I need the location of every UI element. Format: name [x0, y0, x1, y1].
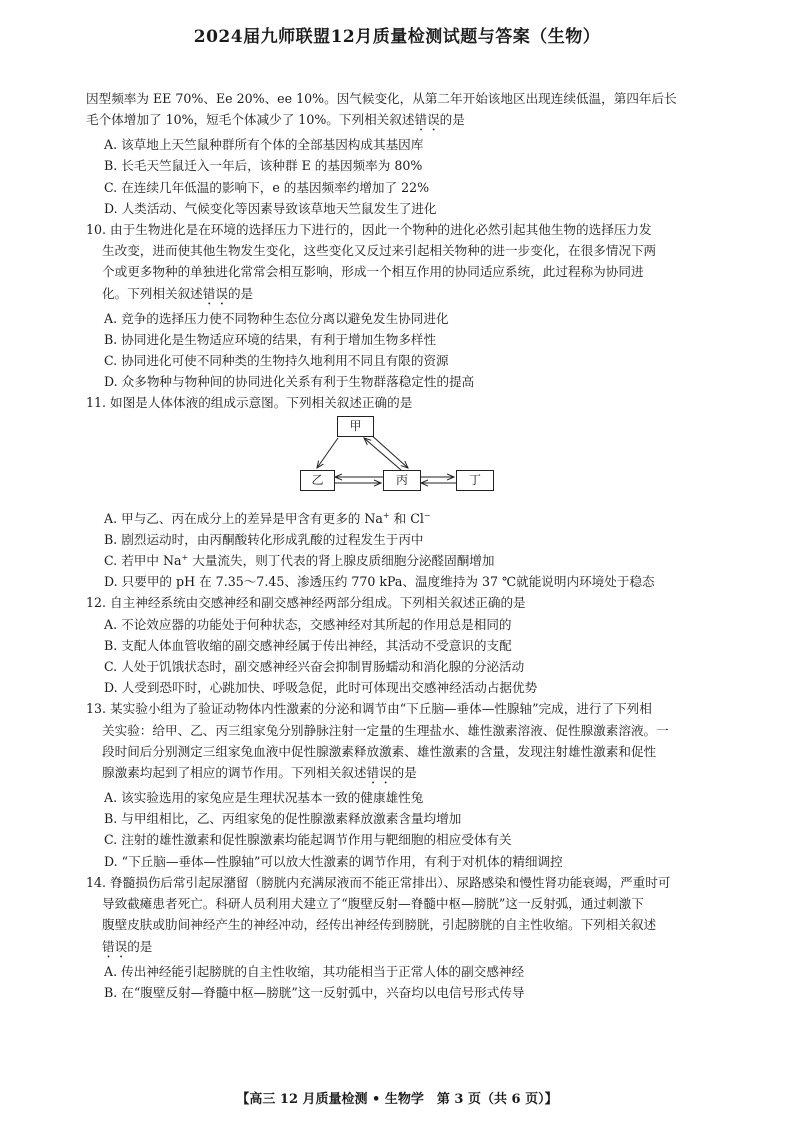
q13-emphasis-word: 错误 — [366, 765, 392, 781]
q11-option-a — [86, 508, 726, 529]
q13-option-c: C. 注射的雄性激素和促性腺激素均能起调节作用与靶细胞的相应受体有关 — [104, 832, 512, 848]
q11-option-c-text: C. 若甲中 Na — [104, 553, 182, 569]
q11-option-b: B. 剧烈运动时，由丙酮酸转化形成乳酸的过程发生于丙中 — [104, 531, 424, 547]
q9-emphasis-word: 错误 — [414, 112, 440, 128]
superscript-plus: + — [382, 510, 390, 520]
q13-stem-line: 关实验：给甲、乙、丙三组家兔分别静脉注射一定量的生理盐水、雄性激素溶液、促性腺激素溶液。一 — [102, 722, 669, 738]
q10-stem-line: 10. 由于生物进化是在环境的选择压力下进行的，因此一个物种的进化必然引起其他生物的选择压力发 — [86, 222, 652, 238]
arrow-jia-to-bing — [369, 433, 408, 468]
q12-stem: 12. 自主神经系统由交感神经和副交感神经两部分组成。下列相关叙述正确的是 — [86, 595, 526, 611]
q13-option-b: B. 与甲组相比，乙、丙组家兔的促性腺激素释放激素含量均增加 — [104, 811, 462, 827]
q13-stem-text: 腺激素均起到了相应的调节作用。下列相关叙述 — [102, 765, 367, 781]
q10-stem-text: 的是 — [227, 285, 254, 301]
q10-option-d: D. 众多物种与物种间的协同进化关系有利于生物群落稳定性的提高 — [104, 374, 475, 390]
arrow-bing-to-jia — [364, 438, 401, 470]
q11-option-c-text: 大量流失，则丁代表的肾上腺皮质细胞分泌醛固酮增加 — [188, 553, 495, 569]
node-ding: 丁 — [456, 470, 494, 491]
q14-stem-text: 的是 — [127, 938, 153, 954]
q9-stem-text: 的是 — [439, 112, 465, 128]
q9-option-a: A. 该草地上天竺鼠种群所有个体的全部基因构成其基因库 — [104, 137, 424, 153]
node-bing: 丙 — [383, 470, 421, 491]
q14-stem-line: 14. 脊髓损伤后常引起尿潴留（膀胱内充满尿液而不能正常排出）、尿路感染和慢性肾功能衰竭，严重时可 — [86, 874, 671, 890]
q11-option-a-text: A. 甲与乙、丙在成分上的差异是甲含有更多的 Na — [104, 510, 383, 526]
q10-stem-text: 化。下列相关叙述 — [102, 285, 203, 301]
question-content — [86, 88, 726, 1003]
arrow-jia-to-yi — [317, 438, 338, 468]
q14-stem-line: 腹壁皮肤或肋间神经产生的神经冲动，经传出神经传到膀胱，引起膀胱的自主性收缩。下列相关叙述 — [102, 917, 657, 933]
q10-stem-line: 生改变，进而使其他生物发生变化，这些变化又反过来引起相关物种的进一步变化，在很多情况下两 — [102, 243, 657, 259]
q14-emphasis-word: 错误 — [102, 938, 128, 954]
q11-option-d: D. 只要甲的 pH 在 7.35～7.45、渗透压约 770 kPa、温度维持为 37 ℃就能说明内环境处于稳态 — [104, 574, 655, 590]
node-yi: 乙 — [300, 470, 335, 491]
q12-option-a: A. 不论效应器的功能处于何种状态，交感神经对其所起的作用总是相同的 — [104, 616, 512, 632]
q12-option-b: B. 支配人体血管收缩的副交感神经属于传出神经，其活动不受意识的支配 — [104, 637, 512, 653]
q14-option-b: B. 在“腹壁反射—脊髓中枢—膀胱”这一反射弧中，兴奋均以电信号形式传导 — [104, 984, 525, 1000]
q9-option-c: C. 在连续几年低温的影响下，e 的基因频率约增加了 22% — [104, 179, 430, 195]
q10-stem-line — [86, 283, 726, 308]
q14-stem-line: 导致截瘫患者死亡。科研人员利用犬建立了“腹壁反射—脊髓中枢—膀胱”这一反射弧，通过刺激下 — [102, 896, 644, 912]
q9-option-b: B. 长毛天竺鼠迁入一年后，该种群 E 的基因频率为 80% — [104, 158, 423, 174]
q13-stem-line: 段时间后分别测定三组家兔血液中促性腺激素释放激素、雄性激素的含量，发现注射雄性激素和促性 — [102, 743, 657, 759]
q13-stem-line — [86, 762, 726, 787]
superscript-minus: − — [423, 510, 431, 520]
q13-stem-line: 13. 某实验小组为了验证动物体内性激素的分泌和调节由“下丘脑—垂体—性腺轴”完成，进行了下列相 — [86, 701, 652, 717]
q11-stem: 11. 如图是人体体液的组成示意图。下列相关叙述正确的是 — [86, 395, 413, 411]
q13-option-a: A. 该实验选用的家兔应是生理状况基本一致的健康雄性兔 — [104, 790, 424, 806]
q13-option-d: D. “下丘脑—垂体—性腺轴”可以放大性激素的调节作用，有利于对机体的精细调控 — [104, 853, 563, 869]
q9-stem-line — [86, 109, 726, 134]
q10-emphasis-word: 错误 — [202, 285, 228, 301]
q14-stem-line — [86, 936, 726, 961]
q9-stem-line: 因型频率为 EE 70%、Ee 20%、ee 10%。因气候变化，从第二年开始该地区出现连续低温，第四年后长 — [86, 91, 677, 106]
q11-option-c — [86, 550, 726, 571]
q13-stem-text: 的是 — [391, 765, 417, 781]
q9-stem-text: 毛个体增加了 10%，短毛个体减少了 10%。下列相关叙述 — [86, 112, 415, 128]
q10-option-b: B. 协同进化是生物适应环境的结果，有利于增加生物多样性 — [104, 331, 437, 347]
q10-option-c: C. 协同进化可使不同种类的生物持久地利用不同且有限的资源 — [104, 353, 449, 369]
node-jia: 甲 — [337, 416, 374, 437]
superscript-plus: + — [181, 552, 189, 562]
q12-option-c: C. 人处于饥饿状态时，副交感神经兴奋会抑制胃肠蠕动和消化腺的分泌活动 — [104, 659, 525, 675]
q10-stem-line: 个或更多物种的单独进化常常会相互影响，形成一个相互作用的协同适应系统，此过程称为协同进 — [102, 264, 644, 280]
q9-option-d: D. 人类活动、气候变化等因素导致该草地天竺鼠发生了进化 — [104, 200, 437, 216]
q11-option-a-text: 和 Cl — [389, 510, 424, 526]
q10-option-a: A. 竞争的选择压力使不同物种生态位分离以避免发生协同进化 — [104, 310, 449, 326]
q14-option-a: A. 传出神经能引起膀胱的自主性收缩，其功能相当于正常人体的副交感神经 — [104, 963, 525, 979]
page-title: 2024届九师联盟12月质量检测试题与答案（生物） — [193, 27, 601, 47]
q12-option-d: D. 人受到恐吓时，心跳加快、呼吸急促，此时可体现出交感神经活动占据优势 — [104, 680, 538, 696]
page-footer: 【高三 12 月质量检测 • 生物学 第 3 页（共 6 页）】 — [236, 1092, 558, 1107]
body-fluid-diagram — [86, 416, 726, 504]
